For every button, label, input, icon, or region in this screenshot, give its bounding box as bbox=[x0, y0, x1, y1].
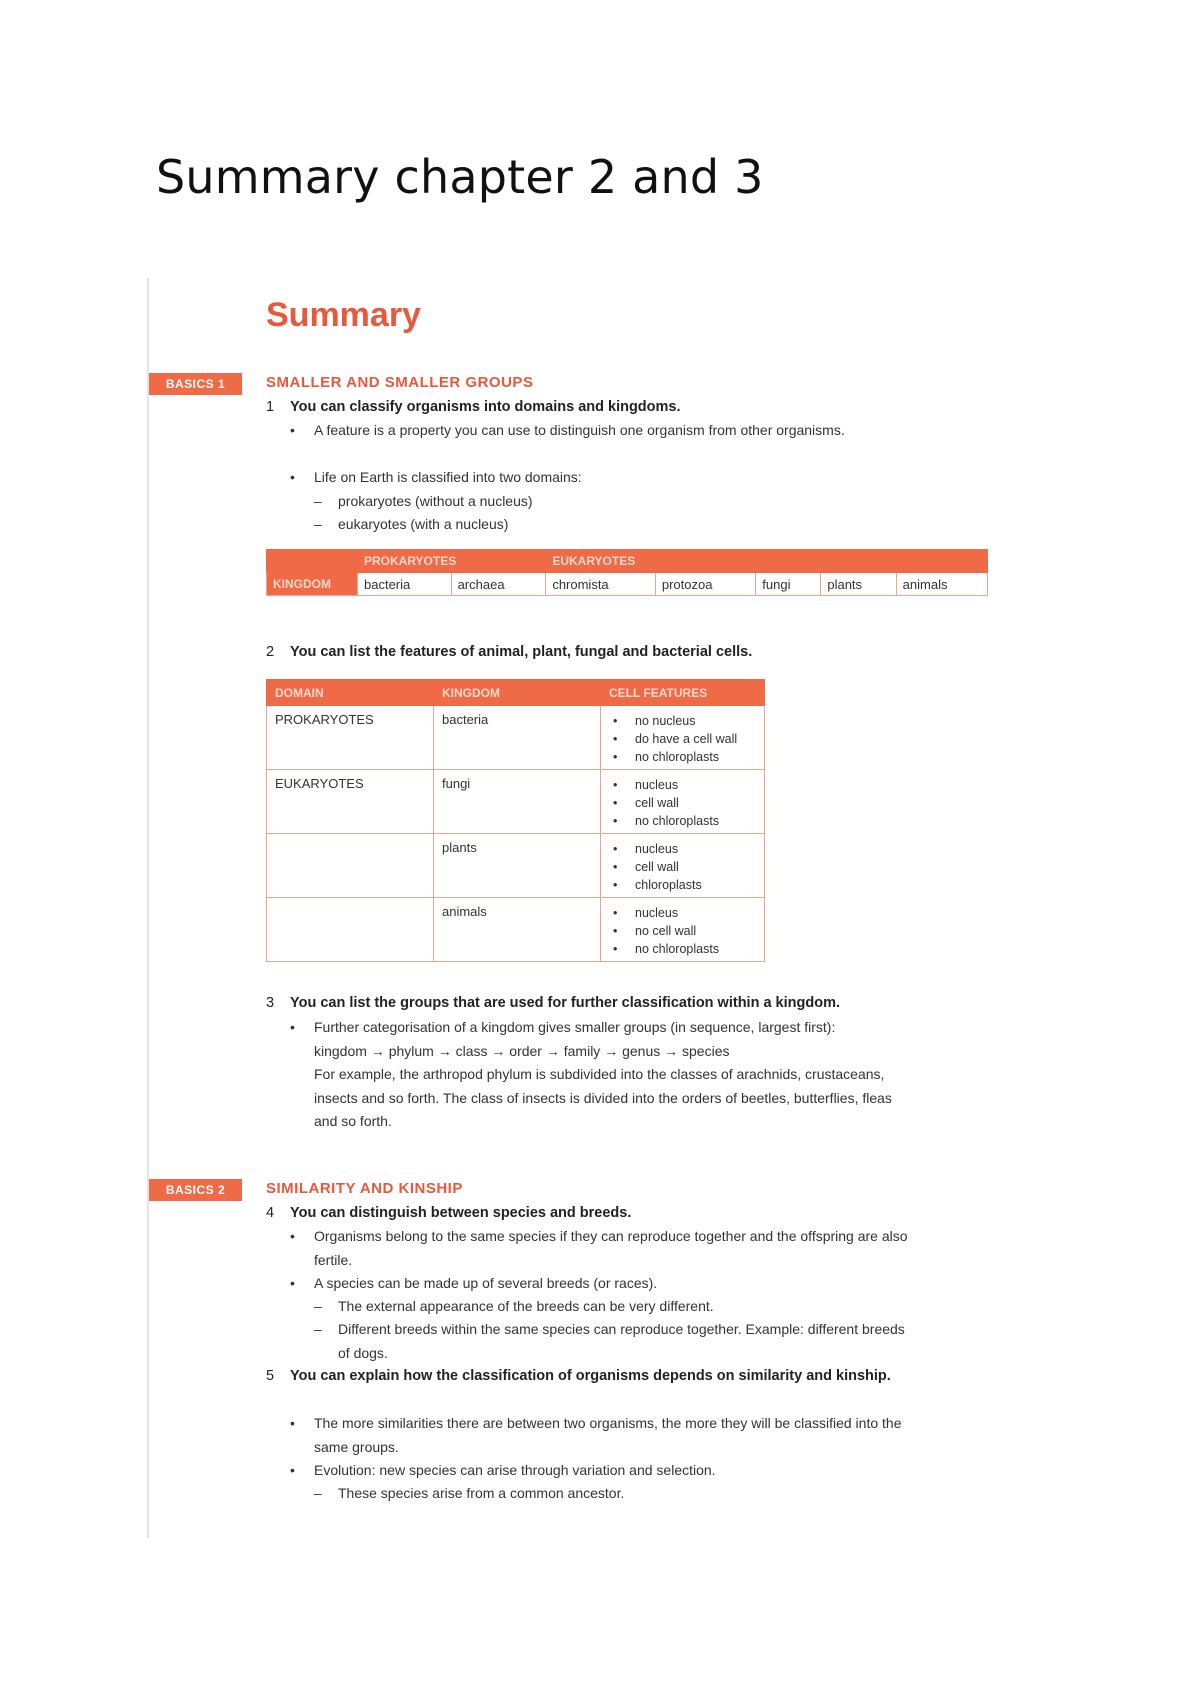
bullet-mark: • bbox=[290, 1415, 295, 1431]
objective-text: You can explain how the classification of organisms depends on similarity and kinship. bbox=[290, 1368, 891, 1384]
bullet-item bbox=[290, 1016, 910, 1134]
dash-text: The external appearance of the breeds can be very different. bbox=[338, 1298, 714, 1314]
domain-cell bbox=[267, 898, 434, 962]
kingdom-table-row bbox=[267, 573, 988, 596]
feature-item: • nucleus bbox=[609, 776, 756, 794]
kingdom-cell: plants bbox=[821, 573, 896, 596]
objective-text: You can classify organisms into domains and kingdoms. bbox=[290, 399, 681, 415]
kingdom-table-header bbox=[267, 550, 988, 573]
kingdom-table bbox=[266, 549, 988, 596]
header-blank bbox=[267, 550, 358, 573]
kingdom-label: KINGDOM bbox=[267, 573, 358, 596]
feature-item: • no chloroplasts bbox=[609, 748, 756, 766]
bullet-item bbox=[290, 1412, 910, 1459]
dash-item bbox=[314, 490, 914, 514]
feature-item: • cell wall bbox=[609, 794, 756, 812]
bullet-mark: • bbox=[290, 1228, 295, 1244]
table-row bbox=[267, 898, 765, 962]
objective-number: 5 bbox=[266, 1368, 275, 1384]
bullet-text: Evolution: new species can arise through variation and selection. bbox=[314, 1462, 716, 1478]
feature-item: • no chloroplasts bbox=[609, 812, 756, 830]
kingdom-cell: fungi bbox=[434, 770, 601, 834]
features-table-header bbox=[267, 680, 765, 706]
basics-1-tab: BASICS 1 bbox=[149, 373, 242, 395]
kingdom-cell: chromista bbox=[546, 573, 656, 596]
feature-item: • no nucleus bbox=[609, 712, 756, 730]
objective-number: 1 bbox=[266, 399, 275, 415]
objective-number: 4 bbox=[266, 1205, 275, 1221]
dash-item bbox=[314, 1318, 914, 1365]
objective-4 bbox=[266, 1202, 906, 1225]
features-cell bbox=[601, 770, 765, 834]
header-domain: DOMAIN bbox=[267, 680, 434, 706]
dash-text: prokaryotes (without a nucleus) bbox=[338, 493, 533, 509]
bullet-mark: • bbox=[290, 1462, 295, 1478]
bullet-text: A species can be made up of several breeds (or races). bbox=[314, 1275, 658, 1291]
bullet-text bbox=[290, 1016, 910, 1134]
bullet-text: A feature is a property you can use to distinguish one organism from other organisms. bbox=[314, 422, 845, 438]
bullet-text-main: Further categorisation of a kingdom gives smaller groups (in sequence, largest first): bbox=[314, 1019, 836, 1035]
bullet-item bbox=[290, 1225, 910, 1272]
classification-sequence: kingdom → phylum → class → order → family → genus → species bbox=[314, 1042, 730, 1059]
kingdom-cell: fungi bbox=[756, 573, 821, 596]
section-heading-groups: SMALLER AND SMALLER GROUPS bbox=[266, 374, 534, 391]
dash-mark: – bbox=[314, 1485, 322, 1501]
cell-features-table bbox=[266, 679, 765, 962]
bullet-item bbox=[290, 1272, 910, 1296]
left-margin-rule bbox=[147, 278, 149, 1538]
features-cell bbox=[601, 898, 765, 962]
table-row bbox=[267, 706, 765, 770]
dash-mark: – bbox=[314, 493, 322, 509]
bullet-item bbox=[290, 419, 910, 443]
feature-item: • nucleus bbox=[609, 840, 756, 858]
header-cell-features: CELL FEATURES bbox=[601, 680, 765, 706]
objective-3 bbox=[266, 992, 906, 1015]
feature-item: • cell wall bbox=[609, 858, 756, 876]
objective-text: You can distinguish between species and breeds. bbox=[290, 1205, 632, 1221]
bullet-mark: • bbox=[290, 422, 295, 438]
objective-2 bbox=[266, 641, 906, 664]
objective-text: You can list the groups that are used for further classification within a kingdom. bbox=[290, 995, 841, 1011]
bullet-item bbox=[290, 466, 910, 490]
bullet-text: Life on Earth is classified into two domains: bbox=[314, 469, 582, 485]
dash-text: Different breeds within the same species can reproduce together. Example: different breeds of dogs. bbox=[338, 1321, 905, 1361]
header-kingdom: KINGDOM bbox=[434, 680, 601, 706]
dash-text: eukaryotes (with a nucleus) bbox=[338, 516, 509, 532]
header-eukaryotes: EUKARYOTES bbox=[546, 550, 988, 573]
objective-number: 3 bbox=[266, 995, 275, 1011]
summary-heading: Summary bbox=[266, 296, 421, 334]
table-row bbox=[267, 770, 765, 834]
bullet-item bbox=[290, 1459, 910, 1483]
objective-number: 2 bbox=[266, 644, 275, 660]
header-prokaryotes: PROKARYOTES bbox=[358, 550, 546, 573]
section-heading-kinship: SIMILARITY AND KINSHIP bbox=[266, 1180, 463, 1197]
basics-2-tab: BASICS 2 bbox=[149, 1179, 242, 1201]
kingdom-cell: plants bbox=[434, 834, 601, 898]
dash-item bbox=[314, 1295, 914, 1319]
dash-item bbox=[314, 1482, 914, 1506]
domain-cell: PROKARYOTES bbox=[267, 706, 434, 770]
bullet-mark: • bbox=[290, 1275, 295, 1291]
kingdom-cell: animals bbox=[434, 898, 601, 962]
table-row bbox=[267, 834, 765, 898]
bullet-mark: • bbox=[290, 1019, 295, 1035]
objective-text: You can list the features of animal, plant, fungal and bacterial cells. bbox=[290, 644, 753, 660]
dash-item bbox=[314, 513, 914, 537]
bullet-text: The more similarities there are between two organisms, the more they will be classified into the same groups. bbox=[314, 1415, 902, 1455]
feature-item: • nucleus bbox=[609, 904, 756, 922]
page-title: Summary chapter 2 and 3 bbox=[156, 150, 764, 204]
features-cell bbox=[601, 834, 765, 898]
classification-example: For example, the arthropod phylum is subdivided into the classes of arachnids, crustaceans, insects and so forth. The class of insects is divided into the orders of beetles, butterflies, fleas and so forth. bbox=[314, 1066, 892, 1129]
kingdom-cell: protozoa bbox=[655, 573, 755, 596]
kingdom-cell: archaea bbox=[451, 573, 546, 596]
objective-1 bbox=[266, 396, 906, 419]
feature-item: • chloroplasts bbox=[609, 876, 756, 894]
domain-cell: EUKARYOTES bbox=[267, 770, 434, 834]
feature-item: • no chloroplasts bbox=[609, 940, 756, 958]
dash-text: These species arise from a common ancestor. bbox=[338, 1485, 625, 1501]
bullet-text: Organisms belong to the same species if they can reproduce together and the offspring are also fertile. bbox=[314, 1228, 908, 1268]
dash-mark: – bbox=[314, 1321, 322, 1337]
domain-cell bbox=[267, 834, 434, 898]
kingdom-cell: bacteria bbox=[434, 706, 601, 770]
kingdom-cell: animals bbox=[896, 573, 987, 596]
feature-item: • do have a cell wall bbox=[609, 730, 756, 748]
dash-mark: – bbox=[314, 1298, 322, 1314]
objective-5 bbox=[266, 1365, 906, 1388]
features-cell bbox=[601, 706, 765, 770]
feature-item: • no cell wall bbox=[609, 922, 756, 940]
bullet-mark: • bbox=[290, 469, 295, 485]
kingdom-cell: bacteria bbox=[358, 573, 452, 596]
dash-mark: – bbox=[314, 516, 322, 532]
